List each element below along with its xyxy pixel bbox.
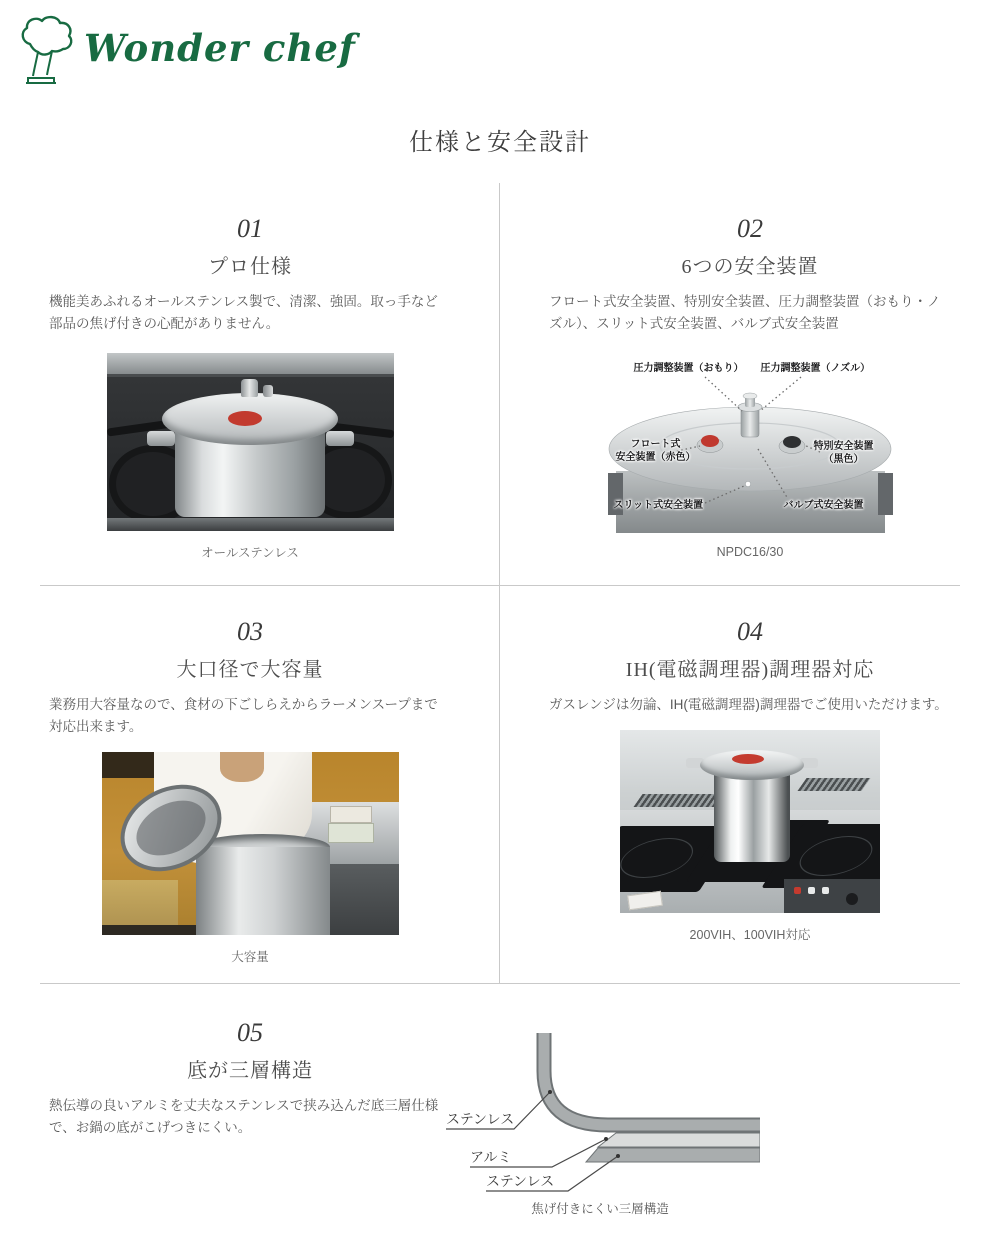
feature-number: 03 — [237, 617, 263, 646]
red-label — [732, 754, 764, 764]
feature-title: 6つの安全装置 — [681, 256, 819, 279]
brand-logo — [16, 14, 1000, 93]
feature-figure — [0, 752, 500, 965]
feature-03-capacity — [0, 586, 500, 983]
feature-figure — [500, 730, 1000, 943]
red-label — [228, 411, 262, 426]
figure-caption: 焦げ付きにくい三層構造 — [531, 1202, 669, 1216]
figure-caption: NPDC16/30 — [716, 544, 784, 559]
features-row-2 — [0, 586, 1000, 983]
figure-caption: 大容量 — [231, 949, 269, 964]
feature-body: フロート式安全装置、特別安全装置、圧力調整装置（おもり・ノズル）、スリット式安全装置、バルブ式安全装置 — [549, 294, 941, 332]
page-title: 仕様と安全設計 — [409, 130, 591, 156]
feature-number: 04 — [737, 617, 763, 646]
diagram-safety-devices — [608, 353, 893, 533]
label-special-safety: 特別安全装置 （黒色） — [813, 440, 874, 465]
label-float-safety: フロート式 安全装置（赤色） — [615, 438, 696, 463]
layer-label-stainless-wall: ステンレス — [446, 1111, 515, 1127]
feature-number: 02 — [737, 214, 763, 243]
features-grid — [0, 183, 1000, 984]
brand-name: Wonder chef — [84, 26, 356, 70]
photo-cooker-on-ih-stove — [620, 730, 880, 913]
figure-caption: 200VIH、100VIH対応 — [689, 928, 811, 943]
pot-body — [196, 847, 330, 935]
feature-title: IH(電磁調理器)調理器対応 — [625, 659, 875, 682]
feature-body: 機能美あふれるオールステンレス製で、清潔、強固。取っ手など部品の焦げ付きの心配がありません。 — [49, 294, 438, 332]
feature-number: 01 — [237, 214, 263, 243]
feature-figure — [0, 353, 500, 561]
page-header — [0, 0, 1000, 86]
aluminum-layer — [598, 1133, 760, 1147]
figure-caption: オールステンレス — [201, 545, 299, 560]
chef-hat-icon — [16, 14, 78, 93]
feature-05-triple-layer — [0, 1017, 1000, 1243]
feature-title: プロ仕様 — [208, 256, 292, 279]
feature-title: 底が三層構造 — [187, 1060, 313, 1083]
column-divider — [499, 183, 500, 984]
feature-04-ih-compatible — [500, 586, 1000, 983]
feature-figure — [500, 353, 1000, 559]
diagram-triple-layer-bottom — [440, 1029, 760, 1217]
feature-number: 05 — [237, 1018, 263, 1047]
feature-body: 熱伝導の良いアルミを丈夫なステンレスで挟み込んだ底三層仕様で、お鍋の底がこげつきにくい。 — [49, 1098, 439, 1136]
label-nozzle-regulator: 圧力調整装置（ノズル） — [760, 362, 871, 374]
feature-body: 業務用大容量なので、食材の下ごしらえからラーメンスープまで対応出来ます。 — [49, 697, 438, 735]
photo-chef-opening-pot — [102, 752, 399, 935]
photo-pressure-cooker-gas-stove — [107, 353, 394, 531]
label-slit-safety: スリット式安全装置 — [613, 499, 704, 511]
row-divider — [40, 983, 960, 984]
feature-01-pro-spec — [0, 183, 500, 585]
label-weight-regulator: 圧力調整装置（おもり） — [633, 362, 744, 374]
label-valve-safety: バルブ式安全装置 — [783, 499, 864, 511]
layer-label-stainless-bottom: ステンレス — [486, 1173, 555, 1189]
layer-label-aluminum: アルミ — [470, 1149, 512, 1165]
feature-title: 大口径で大容量 — [176, 659, 324, 682]
feature-02-safety-devices — [500, 183, 1000, 585]
features-row-1 — [0, 183, 1000, 585]
feature-body: ガスレンジは勿論、IH(電磁調理器)調理器でご使用いただけます。 — [549, 697, 948, 713]
control-panel — [784, 879, 880, 913]
